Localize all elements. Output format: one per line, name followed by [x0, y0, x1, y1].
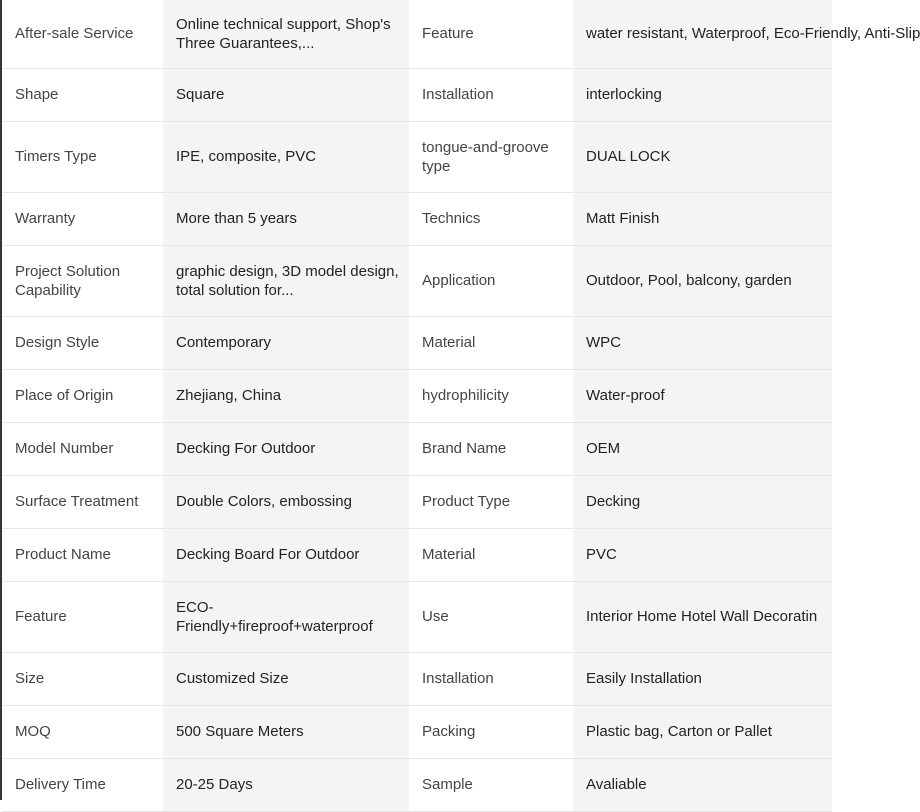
- spec-value: Decking Board For Outdoor: [163, 528, 409, 581]
- spec-value: ECO-Friendly+fireproof+waterproof: [163, 581, 409, 652]
- spec-value: graphic design, 3D model design, total solution for...: [163, 245, 409, 316]
- spec-row: [2, 475, 832, 528]
- spec-row: [2, 758, 832, 811]
- spec-label: Size: [2, 652, 163, 705]
- spec-value: Decking: [573, 475, 832, 528]
- spec-label: Project Solution Capability: [2, 245, 163, 316]
- spec-value: DUAL LOCK: [573, 121, 832, 192]
- spec-label: Design Style: [2, 316, 163, 369]
- spec-table-body: [2, 0, 920, 811]
- spec-value: PVC: [573, 528, 832, 581]
- spec-value: 500 Square Meters: [163, 705, 409, 758]
- spec-value: Easily Installation: [573, 652, 832, 705]
- spec-row: [2, 68, 832, 121]
- spec-label: Product Name: [2, 528, 163, 581]
- spec-label: Packing: [409, 705, 573, 758]
- spec-row: [2, 422, 832, 475]
- spec-label: Use: [409, 581, 573, 652]
- spec-row: [2, 192, 832, 245]
- spec-label: tongue-and-groove type: [409, 121, 573, 192]
- spec-label: Surface Treatment: [2, 475, 163, 528]
- spec-label: Model Number: [2, 422, 163, 475]
- product-spec-table: [2, 0, 920, 812]
- spec-label: Installation: [409, 68, 573, 121]
- spec-label: Installation: [409, 652, 573, 705]
- spec-label: Material: [409, 528, 573, 581]
- spec-value: Avaliable: [573, 758, 832, 811]
- spec-value: Square: [163, 68, 409, 121]
- spec-value: Interior Home Hotel Wall Decoratin: [573, 581, 832, 652]
- spec-value: Outdoor, Pool, balcony, garden: [573, 245, 832, 316]
- spec-label: Sample: [409, 758, 573, 811]
- spec-label: Material: [409, 316, 573, 369]
- spec-value: Zhejiang, China: [163, 369, 409, 422]
- spec-row: [2, 528, 832, 581]
- spec-value: 20-25 Days: [163, 758, 409, 811]
- spec-label: Warranty: [2, 192, 163, 245]
- spec-label: Application: [409, 245, 573, 316]
- spec-row: [2, 245, 832, 316]
- spec-label: Shape: [2, 68, 163, 121]
- spec-label: hydrophilicity: [409, 369, 573, 422]
- spec-row: [2, 369, 832, 422]
- spec-value: Double Colors, embossing: [163, 475, 409, 528]
- spec-label: Technics: [409, 192, 573, 245]
- spec-row: [2, 316, 832, 369]
- spec-label: Timers Type: [2, 121, 163, 192]
- spec-row: [2, 0, 832, 68]
- spec-label: Product Type: [409, 475, 573, 528]
- spec-label: Feature: [409, 0, 573, 68]
- spec-row: [2, 121, 832, 192]
- spec-value: Online technical support, Shop's Three Guarantees,...: [163, 0, 409, 68]
- spec-value: More than 5 years: [163, 192, 409, 245]
- spec-label: Delivery Time: [2, 758, 163, 811]
- spec-label: Brand Name: [409, 422, 573, 475]
- spec-value: Plastic bag, Carton or Pallet: [573, 705, 832, 758]
- spec-value: Matt Finish: [573, 192, 832, 245]
- spec-value: interlocking: [573, 68, 832, 121]
- spec-value: Customized Size: [163, 652, 409, 705]
- spec-value: water resistant, Waterproof, Eco-Friendly, Anti-Slip: [573, 0, 832, 68]
- spec-label: Feature: [2, 581, 163, 652]
- spec-value: Decking For Outdoor: [163, 422, 409, 475]
- spec-value: OEM: [573, 422, 832, 475]
- spec-value: WPC: [573, 316, 832, 369]
- spec-row: [2, 652, 832, 705]
- spec-label: MOQ: [2, 705, 163, 758]
- spec-row: [2, 705, 832, 758]
- spec-label: After-sale Service: [2, 0, 163, 68]
- spec-value: Contemporary: [163, 316, 409, 369]
- spec-value: Water-proof: [573, 369, 832, 422]
- spec-row: [2, 581, 832, 652]
- spec-value: IPE, composite, PVC: [163, 121, 409, 192]
- spec-label: Place of Origin: [2, 369, 163, 422]
